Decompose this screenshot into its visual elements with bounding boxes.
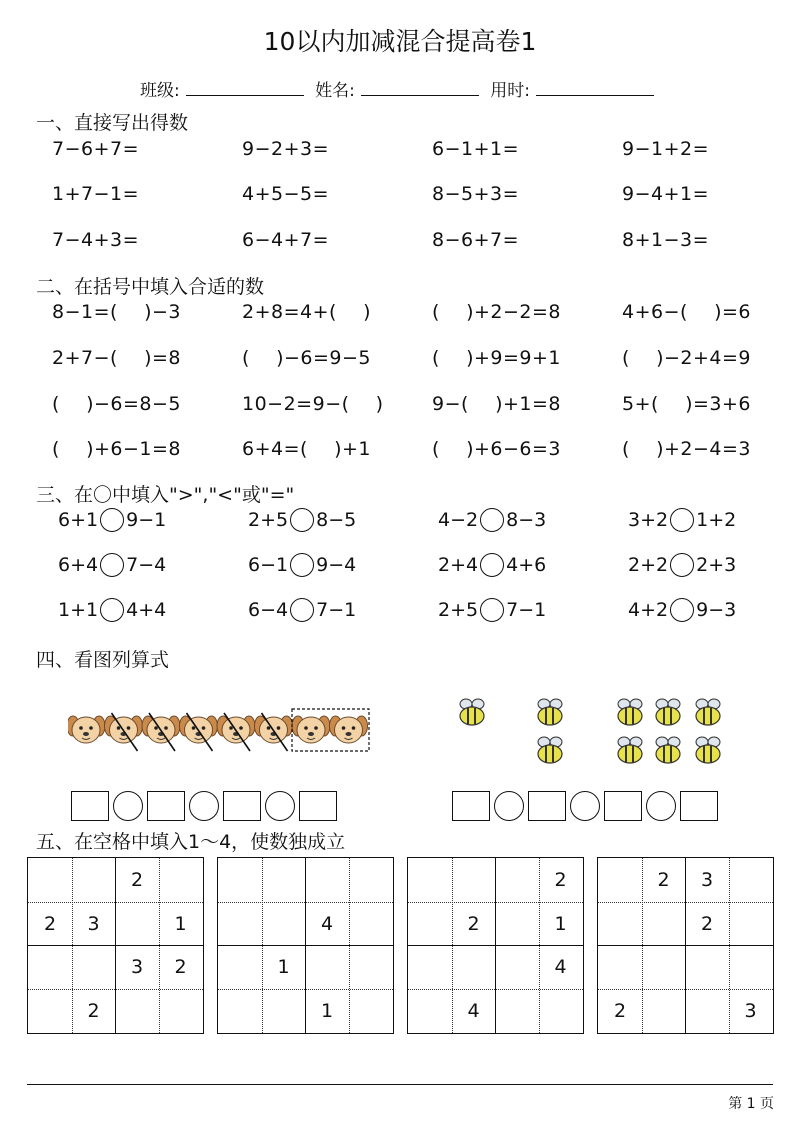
sudoku-empty-cell[interactable] [408, 902, 452, 946]
compare-problem [438, 508, 546, 532]
left-expression: 2+2 [628, 554, 669, 576]
compare-circle[interactable] [290, 553, 314, 577]
answer-box[interactable] [528, 791, 566, 821]
compare-problem [58, 598, 166, 622]
operator-circle[interactable] [265, 791, 295, 821]
section-5-heading: 五、在空格中填入1～4，使数独成立 [36, 831, 346, 853]
sudoku-grid [597, 857, 774, 1034]
class-field[interactable] [186, 79, 304, 96]
left-expression: 6−1 [248, 554, 289, 576]
right-expression: 8−5 [316, 509, 357, 531]
sudoku-given-cell: 1 [174, 912, 187, 935]
sudoku-empty-cell[interactable] [642, 989, 686, 1033]
sudoku-empty-cell[interactable] [159, 989, 203, 1033]
compare-problem [58, 508, 166, 532]
left-expression: 4−2 [438, 509, 479, 531]
answer-box[interactable] [452, 791, 490, 821]
problem: 8−6+7= [432, 229, 520, 251]
right-expression: 4+4 [126, 599, 167, 621]
compare-problem [438, 598, 546, 622]
sudoku-given-cell: 1 [320, 999, 334, 1022]
left-expression: 2+4 [438, 554, 479, 576]
operator-circle[interactable] [189, 791, 219, 821]
problem: 4+5−5= [242, 183, 330, 205]
sudoku-empty-cell[interactable] [598, 858, 642, 902]
compare-circle[interactable] [290, 508, 314, 532]
compare-problem [248, 508, 356, 532]
fill-blank-problem: 2+7−( )=8 [52, 347, 182, 369]
answer-box[interactable] [299, 791, 337, 821]
fill-blank-problem: ( )+9=9+1 [432, 347, 562, 369]
compare-problem [628, 598, 736, 622]
sudoku-empty-cell[interactable] [159, 858, 203, 902]
sudoku-given-cell: 1 [554, 912, 567, 935]
sudoku-given-cell: 3 [700, 869, 714, 891]
sudoku-empty-cell[interactable] [408, 858, 452, 902]
problem: 1+7−1= [52, 183, 140, 205]
time-field[interactable] [536, 79, 654, 96]
fill-blank-problem: 2+8=4+( ) [242, 301, 372, 323]
section-3-heading: 三、在〇中填入">","<"或"=" [36, 484, 295, 506]
problem: 7−4+3= [52, 229, 140, 251]
answer-box[interactable] [604, 791, 642, 821]
section-1-heading: 一、直接写出得数 [36, 112, 189, 134]
sudoku-grid [407, 857, 584, 1034]
operator-circle[interactable] [113, 791, 143, 821]
compare-problem [248, 598, 356, 622]
sudoku-given-cell: 2 [657, 869, 670, 891]
dogs-picture [68, 705, 373, 755]
sudoku-empty-cell[interactable] [262, 902, 306, 946]
fill-blank-problem: ( )−6=8−5 [52, 393, 182, 415]
sudoku-empty-cell[interactable] [642, 902, 686, 946]
right-expression: 9−1 [126, 509, 167, 531]
sudoku-given-cell: 3 [130, 956, 144, 978]
sudoku-empty-cell[interactable] [305, 858, 349, 902]
fill-blank-problem: 4+6−( )=6 [622, 301, 752, 323]
sudoku-empty-cell[interactable] [218, 858, 262, 902]
problem: 9−4+1= [622, 183, 710, 205]
right-expression: 8−3 [506, 509, 547, 531]
operator-circle[interactable] [646, 791, 676, 821]
name-label: 姓名: [315, 81, 355, 101]
compare-circle[interactable] [100, 508, 124, 532]
sudoku-given-cell: 2 [613, 999, 627, 1022]
right-expression: 9−4 [316, 554, 357, 576]
compare-problem [58, 553, 166, 577]
fill-blank-problem: ( )+6−6=3 [432, 438, 562, 460]
compare-circle[interactable] [670, 508, 694, 532]
sudoku-given-cell: 4 [554, 956, 567, 978]
sudoku-given-cell: 3 [744, 999, 757, 1022]
sudoku-empty-cell[interactable] [539, 989, 583, 1033]
answer-box[interactable] [223, 791, 261, 821]
compare-circle[interactable] [670, 553, 694, 577]
sudoku-empty-cell[interactable] [218, 902, 262, 946]
answer-box[interactable] [680, 791, 718, 821]
sudoku-empty-cell[interactable] [598, 902, 642, 946]
sudoku-empty-cell[interactable] [72, 858, 116, 902]
answer-box[interactable] [71, 791, 109, 821]
dog-face-icon [292, 716, 330, 743]
fill-blank-problem: 6+4=( )+1 [242, 438, 372, 460]
sudoku-given-cell: 1 [277, 956, 290, 978]
sudoku-empty-cell[interactable] [28, 858, 72, 902]
bee-icon [538, 737, 562, 763]
left-expression: 3+2 [628, 509, 669, 531]
sudoku-empty-cell[interactable] [642, 945, 686, 989]
sudoku-empty-cell[interactable] [28, 945, 72, 989]
sudoku-empty-cell[interactable] [262, 989, 306, 1033]
bee-icon [656, 737, 680, 763]
fill-blank-problem: 9−( )+1=8 [432, 393, 562, 415]
sudoku-empty-cell[interactable] [349, 989, 393, 1033]
time-label: 用时: [490, 81, 530, 101]
fill-blank-problem: ( )+2−4=3 [622, 438, 752, 460]
class-label: 班级: [139, 81, 180, 101]
fill-blank-problem: ( )+6−1=8 [52, 438, 182, 460]
compare-problem [438, 553, 546, 577]
compare-problem [628, 508, 736, 532]
sudoku-empty-cell[interactable] [495, 902, 539, 946]
sudoku-empty-cell[interactable] [349, 945, 393, 989]
sudoku-given-cell: 2 [174, 956, 187, 978]
fill-blank-problem: 8−1=( )−3 [52, 301, 182, 323]
sudoku-empty-cell[interactable] [729, 858, 773, 902]
compare-circle[interactable] [480, 598, 504, 622]
sudoku-given-cell: 2 [554, 869, 567, 891]
sudoku-empty-cell[interactable] [408, 989, 452, 1033]
sudoku-empty-cell[interactable] [305, 945, 349, 989]
sudoku-empty-cell[interactable] [408, 945, 452, 989]
compare-problem [248, 553, 356, 577]
sudoku-empty-cell[interactable] [452, 945, 496, 989]
sudoku-grid [27, 857, 204, 1034]
operator-circle[interactable] [570, 791, 600, 821]
compare-circle[interactable] [670, 598, 694, 622]
left-expression: 2+5 [438, 599, 479, 621]
bee-icon [696, 699, 720, 725]
problem: 6−4+7= [242, 229, 330, 251]
sudoku-empty-cell[interactable] [262, 858, 306, 902]
fill-blank-problem: 10−2=9−( ) [242, 393, 384, 415]
compare-problem [628, 553, 736, 577]
fill-blank-problem: ( )+2−2=8 [432, 301, 562, 323]
left-expression: 6−4 [248, 599, 289, 621]
left-expression: 1+1 [58, 599, 99, 621]
sudoku-empty-cell[interactable] [495, 989, 539, 1033]
bee-icon [696, 737, 720, 763]
compare-circle[interactable] [290, 598, 314, 622]
compare-circle[interactable] [480, 508, 504, 532]
sudoku-empty-cell[interactable] [115, 989, 159, 1033]
problem: 7−6+7= [52, 138, 140, 160]
sudoku-empty-cell[interactable] [218, 945, 262, 989]
fill-blank-problem: ( )−2+4=9 [622, 347, 752, 369]
left-expression: 6+4 [58, 554, 99, 576]
page-number: 第 1 页 [728, 1096, 774, 1112]
section-2-heading: 二、在括号中填入合适的数 [36, 276, 265, 298]
section-4-heading: 四、看图列算式 [36, 649, 170, 671]
bees-picture [446, 688, 746, 778]
sudoku-empty-cell[interactable] [452, 858, 496, 902]
bee-icon [460, 699, 484, 725]
sudoku-given-cell: 4 [320, 912, 334, 935]
dog-face-icon [68, 716, 105, 743]
operator-circle[interactable] [494, 791, 524, 821]
left-expression: 4+2 [628, 599, 669, 621]
fill-blank-problem: ( )−6=9−5 [242, 347, 372, 369]
sudoku-empty-cell[interactable] [598, 945, 642, 989]
sudoku-empty-cell[interactable] [495, 858, 539, 902]
bee-icon [538, 699, 562, 725]
sudoku-grid [217, 857, 394, 1034]
bee-icon [618, 699, 642, 725]
dog-face-icon [330, 716, 368, 743]
problem: 8+1−3= [622, 229, 710, 251]
right-expression: 7−4 [126, 554, 167, 576]
problem: 9−1+2= [622, 138, 710, 160]
problem: 6−1+1= [432, 138, 520, 160]
sudoku-empty-cell[interactable] [729, 902, 773, 946]
dogs-answer-boxes [71, 791, 337, 821]
answer-box[interactable] [147, 791, 185, 821]
right-expression: 2+3 [696, 554, 737, 576]
sudoku-empty-cell[interactable] [115, 902, 159, 946]
compare-circle[interactable] [480, 553, 504, 577]
sudoku-empty-cell[interactable] [685, 945, 729, 989]
left-expression: 6+1 [58, 509, 99, 531]
student-info-line [0, 76, 800, 101]
sudoku-given-cell: 2 [467, 912, 480, 935]
compare-circle[interactable] [100, 553, 124, 577]
right-expression: 9−3 [696, 599, 737, 621]
sudoku-empty-cell[interactable] [72, 945, 116, 989]
right-expression: 4+6 [506, 554, 547, 576]
problem: 8−5+3= [432, 183, 520, 205]
problem: 9−2+3= [242, 138, 330, 160]
sudoku-empty-cell[interactable] [349, 858, 393, 902]
sudoku-given-cell: 4 [467, 999, 480, 1022]
sudoku-given-cell: 2 [87, 999, 100, 1022]
sudoku-empty-cell[interactable] [28, 989, 72, 1033]
left-expression: 2+5 [248, 509, 289, 531]
right-expression: 7−1 [316, 599, 357, 621]
sudoku-given-cell: 3 [87, 912, 100, 935]
bee-icon [656, 699, 680, 725]
bees-answer-boxes [452, 791, 718, 821]
right-expression: 1+2 [696, 509, 737, 531]
sudoku-given-cell: 2 [43, 912, 57, 935]
name-field[interactable] [361, 79, 479, 96]
fill-blank-problem: 5+( )=3+6 [622, 393, 752, 415]
sudoku-given-cell: 2 [130, 869, 144, 891]
page-title: 10以内加减混合提高卷1 [263, 27, 537, 56]
sudoku-empty-cell[interactable] [218, 989, 262, 1033]
sudoku-empty-cell[interactable] [685, 989, 729, 1033]
sudoku-given-cell: 2 [700, 912, 714, 935]
compare-circle[interactable] [100, 598, 124, 622]
bee-icon [618, 737, 642, 763]
sudoku-empty-cell[interactable] [349, 902, 393, 946]
right-expression: 7−1 [506, 599, 547, 621]
sudoku-empty-cell[interactable] [495, 945, 539, 989]
sudoku-empty-cell[interactable] [729, 945, 773, 989]
footer-divider [27, 1084, 773, 1085]
